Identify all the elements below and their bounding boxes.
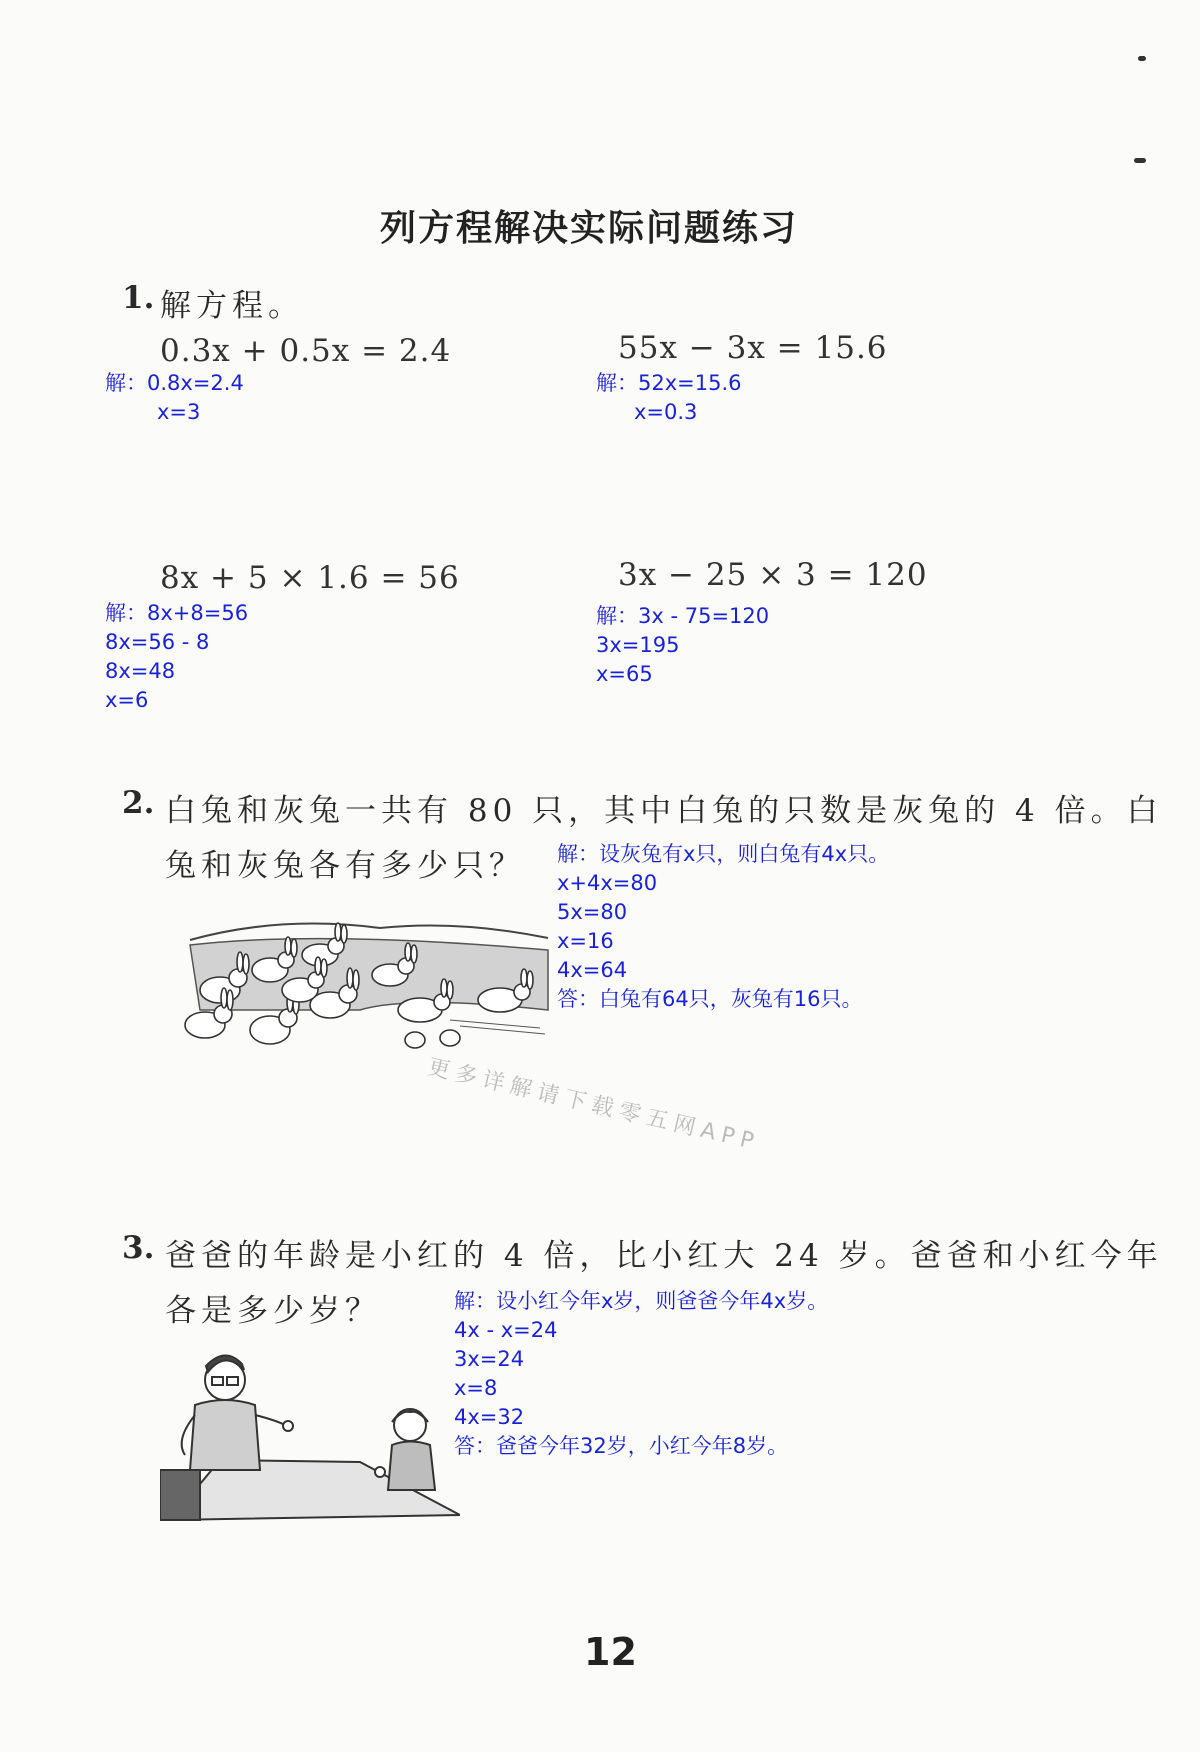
answer-4: [596, 602, 769, 689]
question-1-text: 解方程。: [160, 288, 304, 324]
answer-line: 解：3x - 75=120: [596, 604, 770, 628]
answer-line: 4x - x=24: [454, 1318, 558, 1342]
answer-q3: [454, 1287, 828, 1461]
answer-line: 8x=48: [105, 659, 176, 683]
answer-line: 解：0.8x=2.4: [105, 371, 244, 395]
answer-line: 3x=195: [596, 633, 680, 657]
answer-q2: [557, 840, 889, 1014]
answer-line: 3x=24: [454, 1347, 525, 1371]
answer-line: 解：8x+8=56: [105, 601, 249, 625]
answer-line: 5x=80: [557, 900, 628, 924]
equation-4: 3x − 25 × 3 = 120: [618, 557, 928, 593]
answer-3: [105, 599, 248, 715]
answer-line: 4x=32: [454, 1405, 525, 1429]
page-number: 12: [584, 1630, 637, 1674]
rabbits-illustration: [160, 910, 550, 1060]
question-3-number: 3.: [122, 1230, 155, 1266]
watermark: 更多详解请下载零五网APP: [425, 1054, 762, 1156]
question-2-number: 2.: [122, 785, 155, 821]
answer-line: 答：白兔有64只，灰兔有16只。: [557, 987, 863, 1011]
equation-1: 0.3x + 0.5x = 2.4: [160, 333, 452, 369]
father-daughter-illustration: [160, 1350, 460, 1525]
answer-line: 解：设灰兔有x只，则白兔有4x只。: [557, 842, 890, 866]
question-2-line1: 白兔和灰兔一共有 80 只，其中白兔的只数是灰兔的 4 倍。白: [165, 793, 1163, 829]
answer-line: 答：爸爸今年32岁，小红今年8岁。: [454, 1434, 789, 1458]
page-title: 列方程解决实际问题练习: [380, 208, 799, 249]
question-1-number: 1.: [122, 280, 155, 316]
question-3-line1: 爸爸的年龄是小红的 4 倍，比小红大 24 岁。爸爸和小红今年: [165, 1238, 1163, 1274]
rabbit: [405, 1030, 460, 1048]
answer-line: x=6: [105, 688, 149, 712]
equation-3: 8x + 5 × 1.6 = 56: [160, 560, 460, 596]
answer-line: x=65: [596, 662, 653, 686]
answer-2: [596, 369, 742, 427]
edge-mark: [1138, 56, 1146, 61]
answer-line: x=16: [557, 929, 614, 953]
answer-line: 4x=64: [557, 958, 628, 982]
answer-1: [105, 369, 244, 427]
question-2-line2: 兔和灰兔各有多少只？: [165, 848, 525, 884]
answer-line: 解：52x=15.6: [596, 371, 742, 395]
edge-mark: [1134, 158, 1146, 163]
hill-outline: [190, 924, 548, 940]
answer-line: 解：设小红今年x岁，则爸爸今年4x岁。: [454, 1289, 829, 1313]
answer-line: x=3: [157, 400, 201, 424]
question-3-line2: 各是多少岁？: [165, 1293, 381, 1329]
equation-2: 55x − 3x = 15.6: [618, 330, 888, 366]
answer-line: 8x=56 - 8: [105, 630, 210, 654]
answer-line: x+4x=80: [557, 871, 658, 895]
answer-line: x=8: [454, 1376, 498, 1400]
answer-line: x=0.3: [634, 400, 698, 424]
